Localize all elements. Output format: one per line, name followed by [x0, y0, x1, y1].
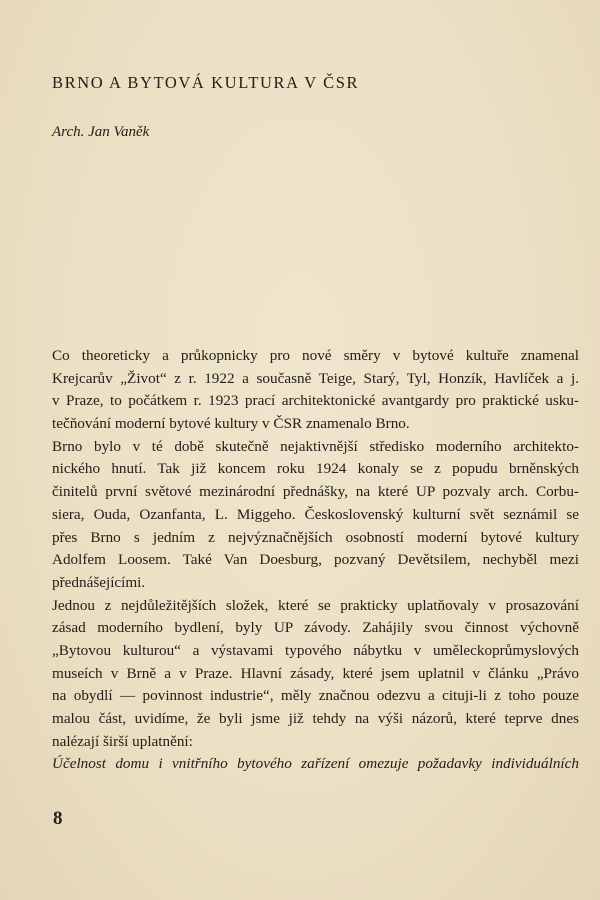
article-title: BRNO A BYTOVÁ KULTURA V ČSR: [52, 73, 360, 92]
body-line: Brno bylo v té době skutečně nejaktivnější středisko moderního architekto-: [52, 437, 579, 455]
body-line: „Bytovou kulturou“ a výstavami typového nábytku v uměleckoprůmyslových: [52, 641, 579, 659]
body-line: Krejcarův „Život“ z r. 1922 a současně Teige, Starý, Tyl, Honzík, Havlíček a j.: [52, 369, 579, 387]
body-line: na obydlí — povinnost industrie“, měly značnou odezvu a cituji-li z toho pouze: [52, 687, 579, 705]
body-line: Jednou z nejdůležitějších složek, které se prakticky uplatňovaly v prosazování: [52, 596, 579, 614]
body-line: Co theoreticky a průkopnicky pro nové směry v bytové kultuře znamenal: [52, 347, 579, 364]
body-line: tečňování moderní bytové kultury v ČSR znamenalo Brno.: [52, 415, 410, 433]
body-line: siera, Ouda, Ozanfanta, L. Miggeho. Československý kulturní svět seznámil se: [52, 505, 579, 523]
body-line: v Praze, to počátkem r. 1923 prací architektonické avantgardy pro praktické usku-: [52, 392, 579, 410]
body-line: přednášejícími.: [52, 573, 146, 591]
body-line: nalézají širší uplatnění:: [52, 732, 193, 750]
body-line: Adolfem Loosem. Také Van Doesburg, pozvaný Devětsilem, nechyběl mezi: [52, 551, 579, 569]
body-line: Účelnost domu i vnitřního bytového zařízení omezuje požadavky individuálních: [52, 755, 579, 773]
article-author: Arch. Jan Vaněk: [52, 124, 150, 140]
body-line: přes Brno s jedním z nejvýznačnějších osobností moderní bytové kultury: [52, 528, 579, 546]
body-line: zásad moderního bydlení, byly UP závody. Zahájily svou činnost výchovně: [52, 619, 579, 637]
article-body: [52, 345, 579, 776]
body-line: činitelů první světové mezinárodní přednášky, na které UP pozvaly arch. Corbu-: [52, 483, 579, 501]
page-number: 8: [53, 808, 63, 829]
body-line: museích v Brně a v Praze. Hlavní zásady, které jsem uplatnil v článku „Právo: [52, 664, 579, 682]
body-line: nického hnutí. Tak již koncem roku 1924 konaly se z popudu brněnských: [52, 460, 579, 478]
body-line: malou část, uvidíme, že byli jsme již tehdy na výši názorů, které teprve dnes: [52, 710, 579, 727]
